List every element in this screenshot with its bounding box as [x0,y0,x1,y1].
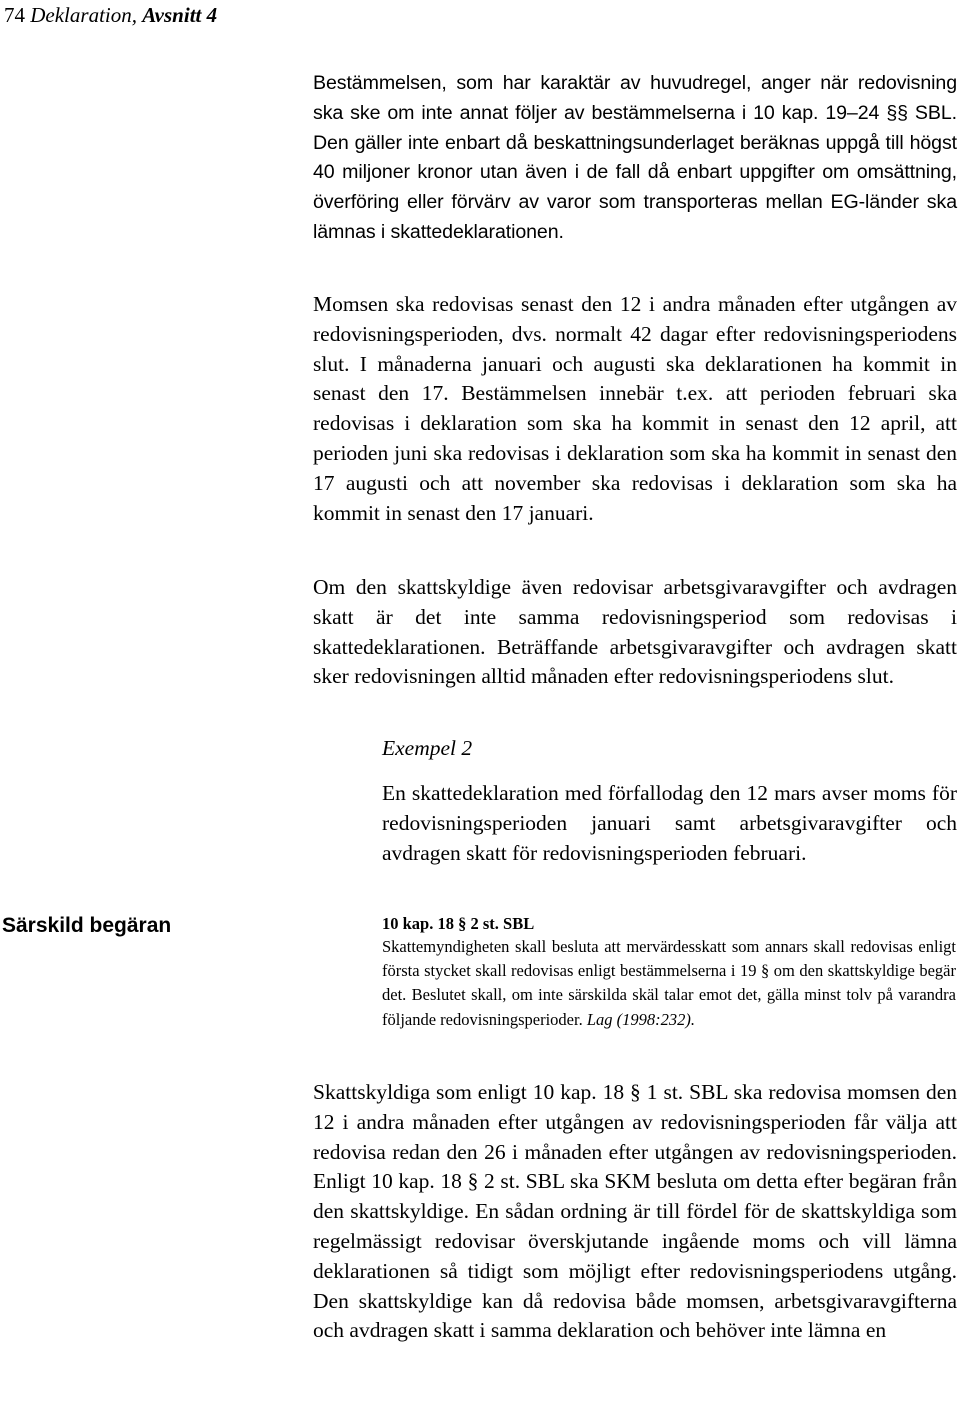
law-text [382,935,956,1032]
paragraph-main-rule: Bestämmelsen, som har karaktär av huvudregel, anger när redovisning ska ske om inte annat följer av bestämmelserna i 10 kap. 19–24 §§ SBL. Den gäller inte enbart då beskattningsunderlaget beräknas uppgå till högst 40 miljoner kronor utan även i de fall då enbart uppgifter om omsättning, överföring eller förvärv av varor som transporteras mellan EG-länder ska lämnas i skattedeklarationen. [313,72,957,243]
example-text: En skattedeklaration med förfallodag den 12 mars avser moms för redovisningsperioden januari samt arbetsgivaravgifter och avdragen skatt för redovisningsperioden februari. [382,781,957,865]
law-body: Skattemyndigheten skall besluta att mervärdesskatt som annars skall redovisas enligt första stycket skall redovisas enligt bestämmelserna i 19 § om den skattskyldige begär det. Beslutet skall, om inte särskilda skäl talar emot det, gälla minst tolv på varandra följande redovisningsperioder. [382,937,956,1029]
page-number: 74 [4,3,25,27]
margin-heading: Särskild begäran [2,914,172,937]
page-header [4,2,217,28]
law-citation: Lag (1998:232). [586,1009,695,1029]
paragraph-special-request: Skattskyldiga som enligt 10 kap. 18 § 1 st. SBL ska redovisa momsen den 12 i andra månaden efter utgången av redovisningsperioden får välja att redovisa redan den 26 i månaden efter utgången av redovisningsperioden. Enligt 10 kap. 18 § 2 st. SBL ska SKM besluta om detta efter begäran från den skattskyldige. En sådan ordning är till fördel för de skattskyldiga som regelmässigt redovisar överskjutande ingående moms och vill lämna deklarationen så tidigt som möjligt efter redovisningsperiodens utgång. Den skattskyldige kan då redovisa både momsen, arbetsgivaravgifterna och avdragen skatt i samma deklaration och behöver inte lämna en [313,1080,957,1343]
section-title: Deklaration, Avsnitt 4 [30,3,218,27]
example-title: Exempel 2 [382,736,473,760]
section-part: Avsnitt 4 [142,3,218,27]
paragraph-deadline: Momsen ska redovisas senast den 12 i andra månaden efter utgången av redovisningsperioden, dvs. normalt 42 dagar efter redovisningsperiodens slut. I månaderna januari och augusti ska deklarationen ha kommit in senast den 17. Bestämmelsen innebär t.ex. att perioden februari ska redovisas i deklaration som ska ha kommit in senast den 12 april, att perioden juni ska redovisas i deklaration som ska ha kommit in senast den 17 augusti och att november ska redovisas i deklaration som ska ha kommit in senast den 17 januari. [313,292,957,525]
paragraph-employer-fees: Om den skattskyldige även redovisar arbetsgivaravgifter och avdragen skatt är det inte samma redovisningsperiod som redovisas i skattedeklarationen. Beträffande arbetsgivaravgifter och avdragen skatt sker redovisningen alltid månaden efter redovisningsperiodens slut. [313,575,957,689]
law-reference: 10 kap. 18 § 2 st. SBL [382,914,535,933]
